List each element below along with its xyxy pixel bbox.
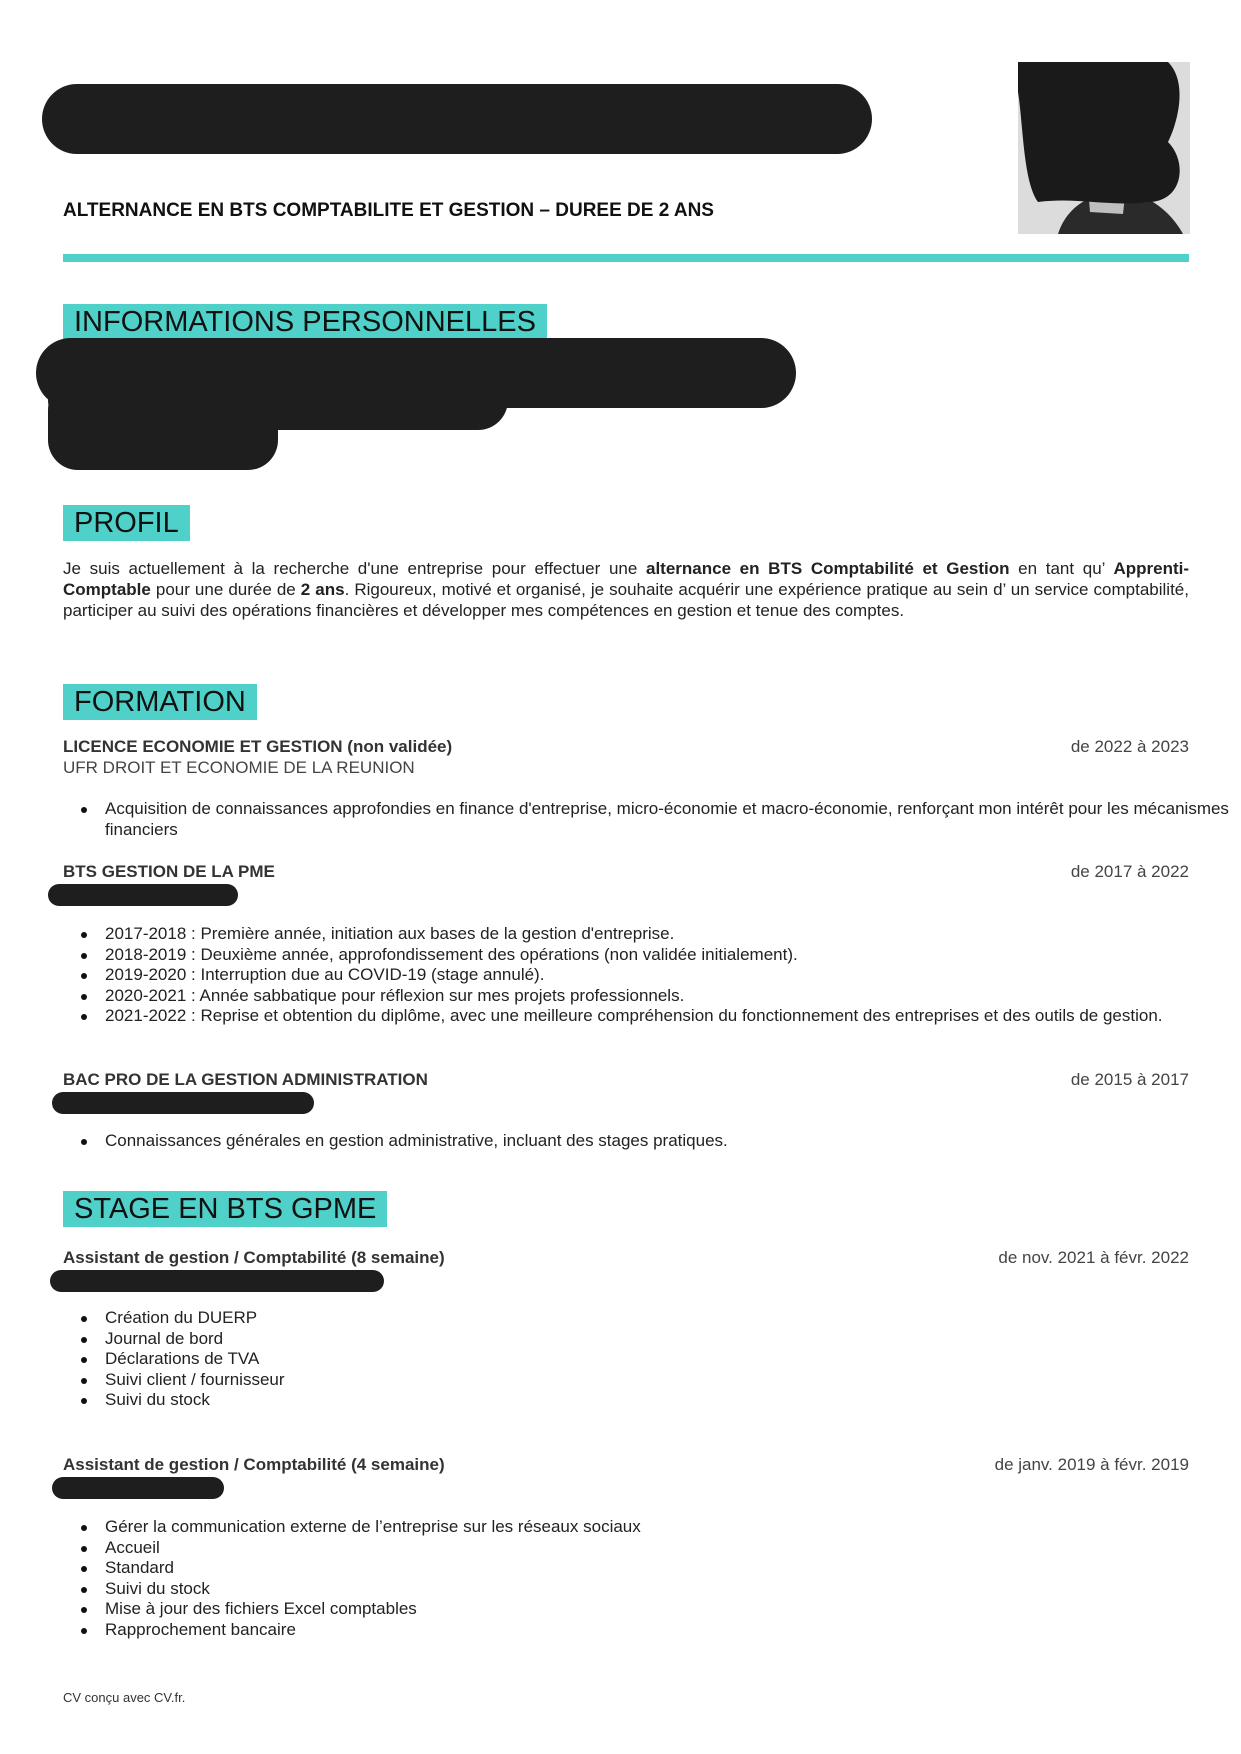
stage-entry-tasks bbox=[63, 1308, 1231, 1411]
profile-text: Je suis actuellement à la recherche d'une entreprise pour effectuer une alternance en BTS Comptabilité et Gestion en tant qu’ Apprenti-Comptable pour une durée de 2 ans. Rigoureux, motivé et organisé, je souhaite acquérir une expérience pratique au sein d’ un service comptabilité, participer au suivi des opérations financières et développer mes compétences en gestion et tenue des comptes. bbox=[63, 559, 1189, 620]
formation-entry-details bbox=[63, 799, 1231, 840]
stage-entry-title: Assistant de gestion / Comptabilité (8 semaine) bbox=[63, 1248, 445, 1267]
cv-subtitle: ALTERNANCE EN BTS COMPTABILITE ET GESTION – DUREE DE 2 ANS bbox=[63, 200, 714, 221]
list-item: Standard bbox=[105, 1558, 1231, 1579]
list-item: Rapprochement bancaire bbox=[105, 1620, 1231, 1641]
list-item: Mise à jour des fichiers Excel comptables bbox=[105, 1599, 1231, 1620]
section-title-formation: FORMATION bbox=[63, 684, 257, 720]
list-item: Création du DUERP bbox=[105, 1308, 1231, 1329]
redacted-personal-info-3 bbox=[48, 360, 508, 430]
stage-entry-tasks bbox=[63, 1517, 1231, 1641]
list-item: Déclarations de TVA bbox=[105, 1349, 1231, 1370]
list-item: 2019-2020 : Interruption due au COVID-19 (stage annulé). bbox=[105, 965, 1231, 986]
footer-credit: CV conçu avec CV.fr. bbox=[63, 1690, 186, 1705]
section-title-profile: PROFIL bbox=[63, 505, 190, 541]
formation-entry-date: de 2015 à 2017 bbox=[1070, 1070, 1189, 1089]
stage-entry-date: de nov. 2021 à févr. 2022 bbox=[998, 1248, 1189, 1267]
stage-entry-title: Assistant de gestion / Comptabilité (4 semaine) bbox=[63, 1455, 445, 1474]
stage-entry-date: de janv. 2019 à févr. 2019 bbox=[994, 1455, 1189, 1474]
list-item: 2020-2021 : Année sabbatique pour réflexion sur mes projets professionnels. bbox=[105, 986, 1231, 1007]
section-title-personal: INFORMATIONS PERSONNELLES bbox=[63, 304, 547, 340]
formation-entry-date: de 2022 à 2023 bbox=[1070, 737, 1189, 756]
list-item: Connaissances générales en gestion administrative, incluant des stages pratiques. bbox=[105, 1131, 1231, 1152]
list-item: Suivi client / fournisseur bbox=[105, 1370, 1231, 1391]
list-item: Suivi du stock bbox=[105, 1390, 1231, 1411]
list-item: 2018-2019 : Deuxième année, approfondissement des opérations (non validée initialement). bbox=[105, 945, 1231, 966]
formation-entry-title: BAC PRO DE LA GESTION ADMINISTRATION bbox=[63, 1070, 428, 1089]
list-item: Gérer la communication externe de l’entreprise sur les réseaux sociaux bbox=[105, 1517, 1231, 1538]
formation-entry-title: LICENCE ECONOMIE ET GESTION (non validée) bbox=[63, 737, 453, 756]
list-item: 2017-2018 : Première année, initiation aux bases de la gestion d'entreprise. bbox=[105, 924, 1231, 945]
redacted-company bbox=[50, 1270, 384, 1292]
formation-entry-title: BTS GESTION DE LA PME bbox=[63, 862, 275, 881]
list-item: Journal de bord bbox=[105, 1329, 1231, 1350]
list-item: 2021-2022 : Reprise et obtention du diplôme, avec une meilleure compréhension du fonctionnement des entreprises et des outils de gestion. bbox=[105, 1006, 1231, 1027]
section-title-stage: STAGE EN BTS GPME bbox=[63, 1191, 387, 1227]
header-divider bbox=[63, 254, 1189, 262]
redacted-company bbox=[52, 1477, 224, 1499]
formation-entry-school: UFR DROIT ET ECONOMIE DE LA REUNION bbox=[63, 758, 415, 777]
list-item: Suivi du stock bbox=[105, 1579, 1231, 1600]
formation-entry-date: de 2017 à 2022 bbox=[1070, 862, 1189, 881]
redacted-school bbox=[52, 1092, 314, 1114]
redacted-school bbox=[48, 884, 238, 906]
list-item: Accueil bbox=[105, 1538, 1231, 1559]
redacted-name bbox=[42, 84, 872, 154]
profile-photo bbox=[1018, 62, 1190, 234]
list-item: Acquisition de connaissances approfondies en finance d'entreprise, micro-économie et macro-économie, renforçant mon intérêt pour les mécanismes financiers bbox=[105, 799, 1231, 840]
formation-entry-details bbox=[63, 1131, 1231, 1152]
formation-entry-details bbox=[63, 924, 1231, 1027]
